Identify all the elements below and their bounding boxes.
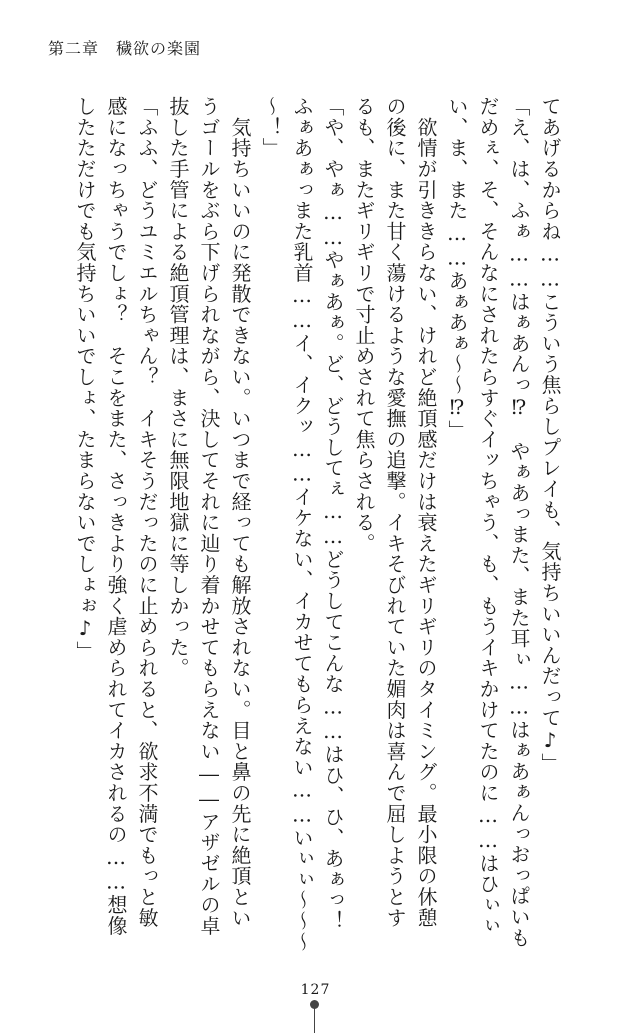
folio-marker-line [314, 1008, 315, 1033]
text-line: い、ま、また……あぁあぁ〜〜⁉」 [445, 96, 469, 441]
text-line: 「ふふ、どうユミエルちゃん？ イキそうだったのに止められると、欲求不満でもっと敏 [135, 96, 159, 928]
text-line: 〜！」 [259, 96, 283, 159]
text-line: 抜した手管による絶頂管理は、まさに無限地獄に等しかった。 [166, 96, 190, 679]
text-line: るも、またギリギリで寸止めされて焦らされる。 [352, 96, 376, 554]
text-line: 感になっちゃうでしょ？ そこをまた、さっきより強く虐められてイカされるの……想像 [104, 96, 128, 936]
text-line: したただけでも気持ちいいでしょ、たまらないでしょぉ♪」 [73, 96, 97, 662]
text-line: うゴールをぶら下げられながら、決してそれに辿り着かせてもらえない――アザゼルの卓 [197, 96, 221, 936]
text-line: の後に、また甘く蕩けるような愛撫の追撃。イキそびれていた媚肉は喜んで屈しようとす [383, 96, 407, 928]
running-head: 第二章 穢欲の楽園 [48, 39, 202, 58]
text-line: てあげるからね……こういう焦らしプレイも、気持ちいいんだって♪」 [538, 96, 562, 774]
text-line: ふぁあぁっまた乳首……イ、イクッ……イケない、イカせてもらえない……いぃぃ〜〜〜 [290, 96, 314, 952]
text-line: 欲情が引ききらない、けれど絶頂感だけは衰えたギリギリのタイミング。最小限の休憩 [414, 96, 438, 928]
text-line: 「え、は、ふぁ……はぁあんっ⁉ やぁあっまた、また耳ぃ……はぁあぁんっおっぱいも [507, 96, 531, 948]
vertical-body-text [42, 96, 562, 956]
page-number: 127 [300, 982, 331, 998]
text-line: 気持ちいいのに発散できない。いつまで経っても解放されない。目と鼻の先に絶頂とい [228, 96, 252, 928]
text-line: 「や、やぁ……やぁあぁ。ど、どうしてぇ……どうしてこんな……はひ、ひ、あぁっ！ [321, 96, 345, 932]
text-line: だめぇ、そ、そんなにされたらすぐイッちゃう、も、もうイキかけてたのに……はひぃぃ [476, 96, 500, 936]
